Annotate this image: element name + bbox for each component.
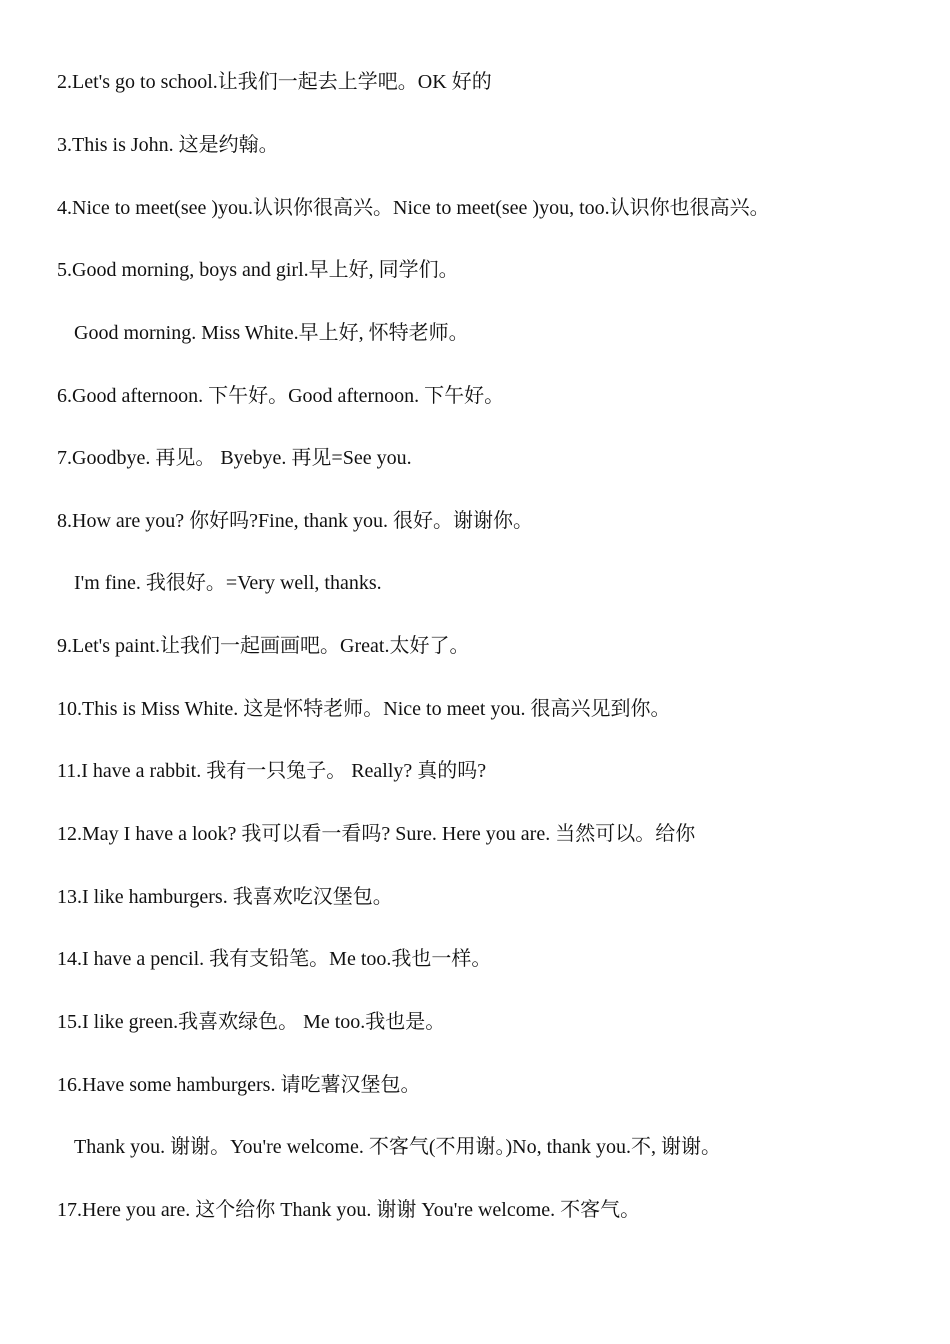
text-line-16: 16.Have some hamburgers. 请吃薯汉堡包。: [57, 1074, 421, 1096]
text-line-5: 5.Good morning, boys and girl.早上好, 同学们。: [57, 259, 459, 281]
text-line-9: 9.Let's paint.让我们一起画画吧。Great.太好了。: [57, 635, 470, 657]
text-line-15: 15.I like green.我喜欢绿色。 Me too.我也是。: [57, 1011, 446, 1033]
text-line-7: 7.Goodbye. 再见。 Byebye. 再见=See you.: [57, 447, 412, 469]
text-line-8-reply: I'm fine. 我很好。=Very well, thanks.: [74, 572, 382, 594]
text-line-13: 13.I like hamburgers. 我喜欢吃汉堡包。: [57, 886, 393, 908]
text-line-3: 3.This is John. 这是约翰。: [57, 134, 279, 156]
text-line-5-reply: Good morning. Miss White.早上好, 怀特老师。: [74, 322, 469, 344]
text-line-6: 6.Good afternoon. 下午好。Good afternoon. 下午好。: [57, 385, 505, 407]
text-line-2: 2.Let's go to school.让我们一起去上学吧。OK 好的: [57, 71, 492, 93]
text-line-10: 10.This is Miss White. 这是怀特老师。Nice to meet you. 很高兴见到你。: [57, 698, 671, 720]
text-line-12: 12.May I have a look? 我可以看一看吗? Sure. Here you are. 当然可以。给你: [57, 823, 696, 845]
text-line-8: 8.How are you? 你好吗?Fine, thank you. 很好。谢谢你。: [57, 510, 534, 532]
text-line-11: 11.I have a rabbit. 我有一只兔子。 Really? 真的吗?: [57, 760, 487, 782]
text-line-14: 14.I have a pencil. 我有支铅笔。Me too.我也一样。: [57, 948, 492, 970]
text-line-4: 4.Nice to meet(see )you.认识你很高兴。Nice to meet(see )you, too.认识你也很高兴。: [57, 197, 770, 219]
text-line-16-reply: Thank you. 谢谢。You're welcome. 不客气(不用谢。)No, thank you.不, 谢谢。: [74, 1136, 722, 1158]
text-line-17: 17.Here you are. 这个给你 Thank you. 谢谢 You're welcome. 不客气。: [57, 1199, 641, 1221]
